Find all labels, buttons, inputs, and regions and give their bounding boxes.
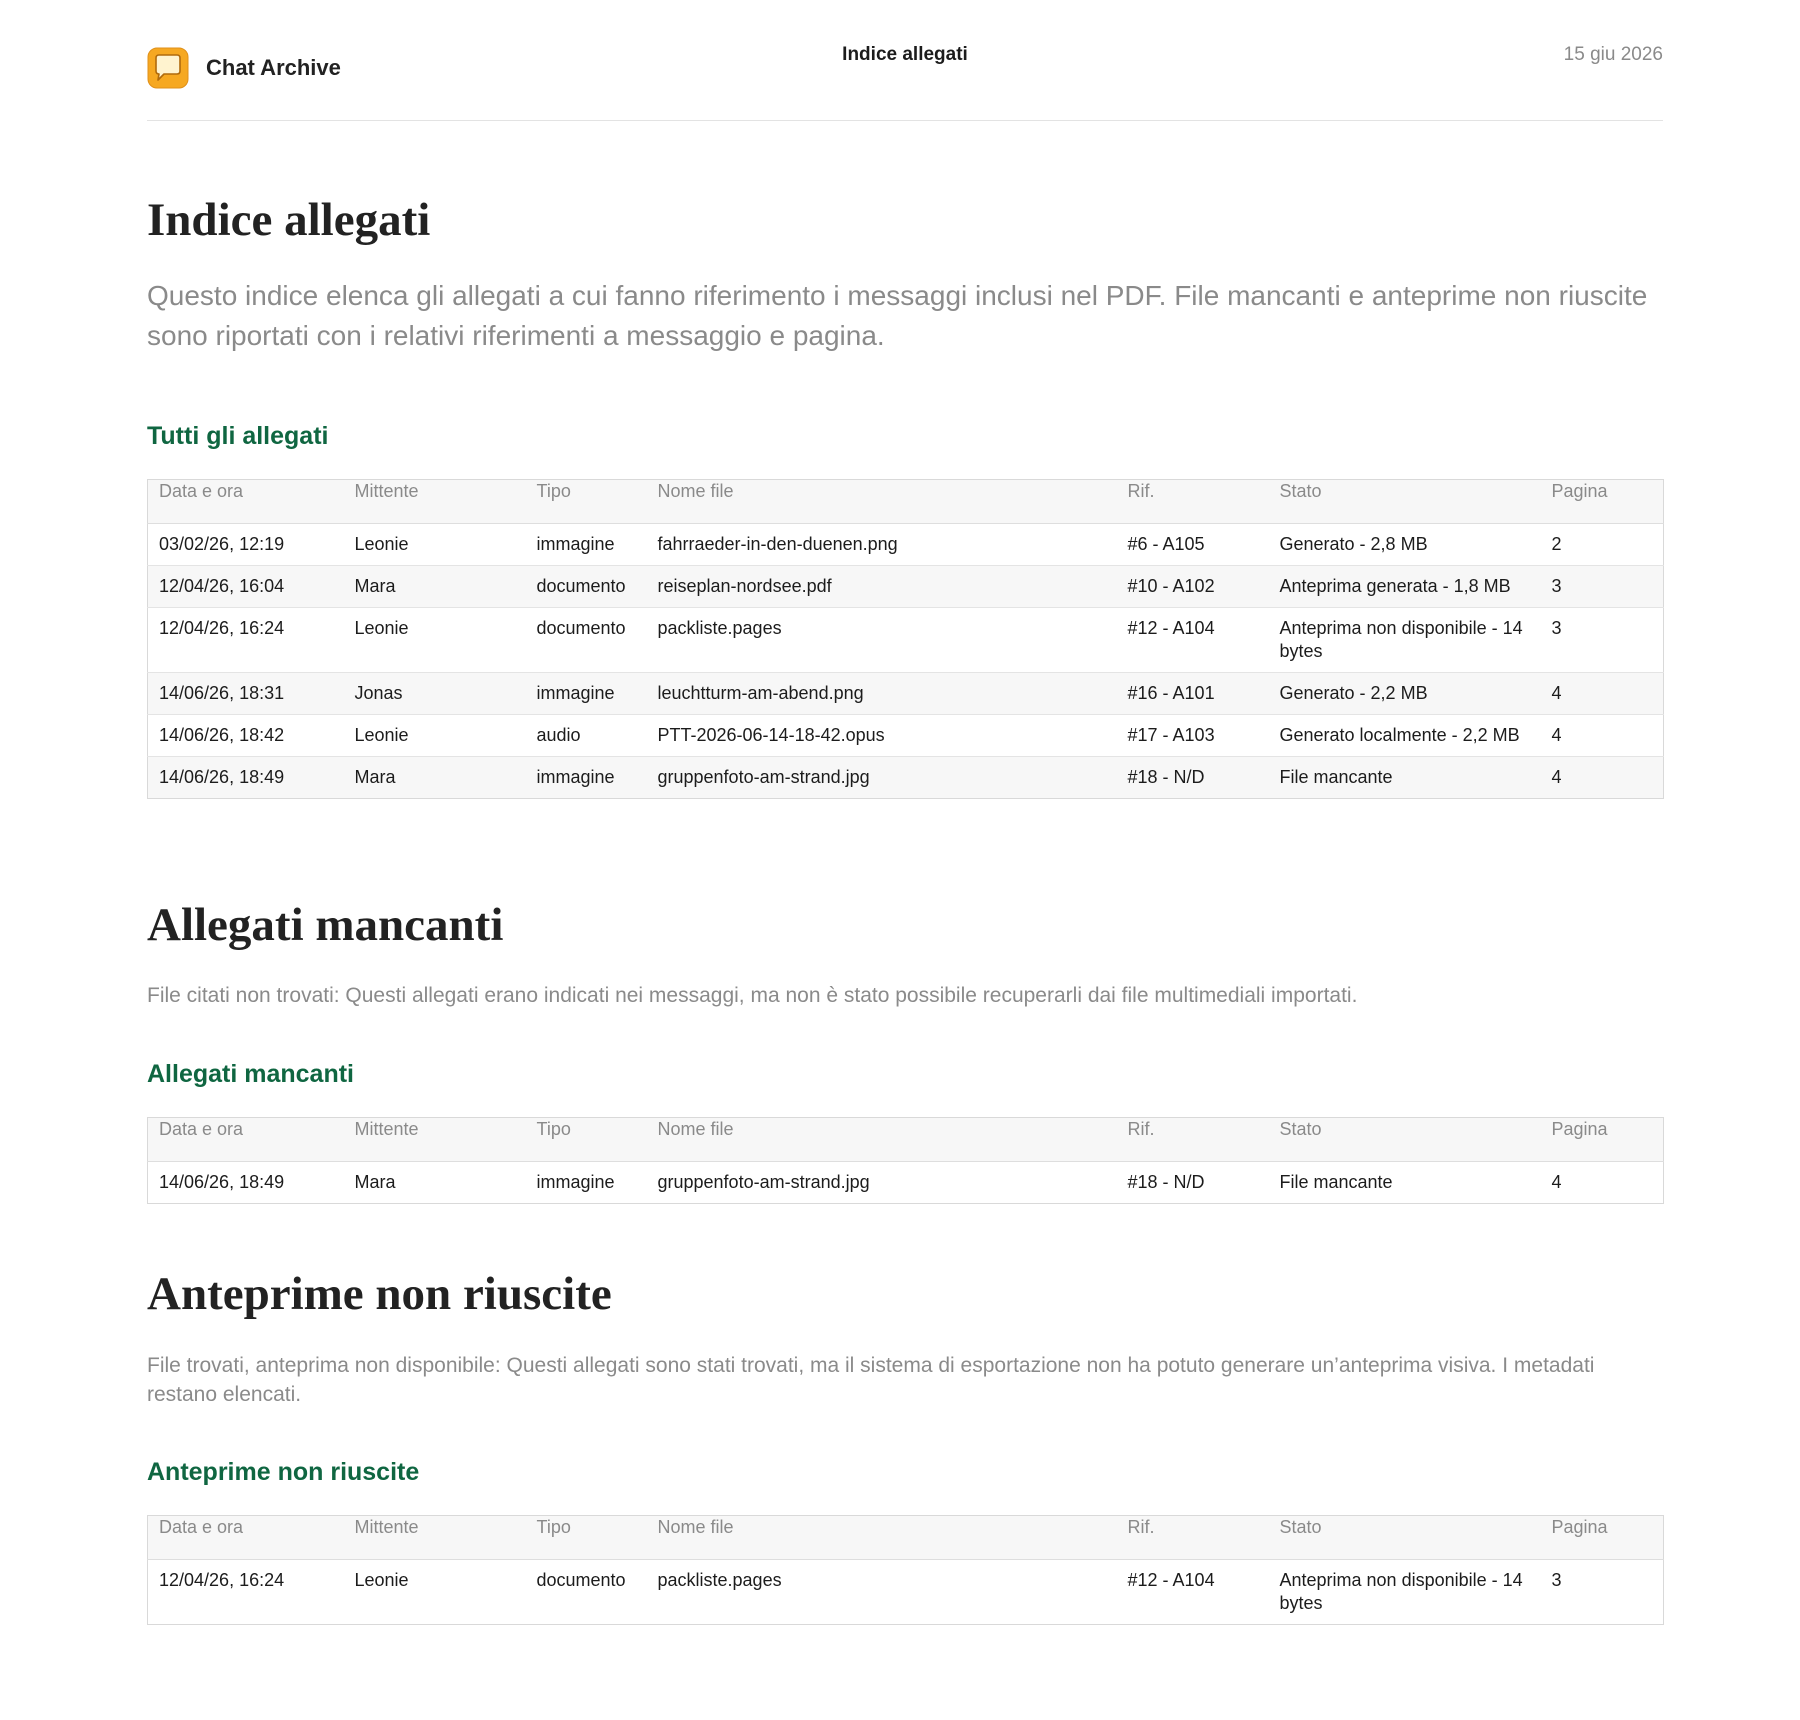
cell-status: Generato - 2,2 MB xyxy=(1269,673,1541,715)
cell-sender: Leonie xyxy=(354,534,409,554)
table-row xyxy=(148,608,1664,673)
cell-reference: #10 - A102 xyxy=(1117,566,1269,608)
table-row xyxy=(148,1560,1664,1625)
column-header-label: Data e ora xyxy=(159,1517,244,1537)
cell-file-name: gruppenfoto-am-strand.jpg xyxy=(647,757,1117,799)
attachments-table-failed xyxy=(147,1515,1664,1625)
column-header-label: Rif. xyxy=(1127,481,1155,501)
cell-file-name: packliste.pages xyxy=(647,608,1117,673)
table-row xyxy=(148,1162,1664,1204)
cell-file-name: leuchtturm-am-abend.png xyxy=(647,673,1117,715)
attachments-table-all xyxy=(147,479,1664,799)
cell-page: 4 xyxy=(1541,715,1664,757)
column-header-label: Nome file xyxy=(657,1119,734,1139)
cell-sender: Leonie xyxy=(344,608,526,673)
column-header-status xyxy=(1269,480,1541,524)
column-header-type xyxy=(526,1516,647,1560)
column-header-label: Nome file xyxy=(657,1517,734,1537)
column-header-label: Tipo xyxy=(536,1517,571,1537)
section-subtitle-all: Tutti gli allegati xyxy=(147,422,329,450)
column-header-label: Tipo xyxy=(536,1119,571,1139)
column-header-date-time xyxy=(148,1118,344,1162)
column-header-label: Stato xyxy=(1279,1119,1322,1139)
table-row xyxy=(148,757,1664,799)
section-subtitle-failed: Anteprime non riuscite xyxy=(147,1458,420,1486)
section-text-failed: File trovati, anteprima non disponibile: Questi allegati sono stati trovati, ma il sistema di esportazione non ha potuto generare un’anteprima visiva. I metadati restano elencati. xyxy=(147,1354,1595,1406)
attachments-table-missing xyxy=(147,1117,1664,1204)
cell-reference: #17 - A103 xyxy=(1117,715,1269,757)
table-row xyxy=(148,715,1664,757)
column-header-sender xyxy=(344,480,526,524)
cell-type: audio xyxy=(526,715,647,757)
cell-status: Generato localmente - 2,2 MB xyxy=(1269,715,1541,757)
cell-reference: #18 - N/D xyxy=(1117,757,1269,799)
column-header-label: Mittente xyxy=(354,1119,419,1139)
app-name: Chat Archive xyxy=(206,55,341,80)
header-date: 15 giu 2026 xyxy=(1563,44,1663,65)
cell-date-time: 14/06/26, 18:49 xyxy=(159,1172,285,1192)
cell-reference: #6 - A105 xyxy=(1127,534,1205,554)
table-header-row xyxy=(148,480,1664,524)
column-header-status xyxy=(1269,1516,1541,1560)
column-header-reference xyxy=(1117,1516,1269,1560)
column-header-label: Nome file xyxy=(657,481,734,501)
section-title-failed: Anteprime non riuscite xyxy=(147,1268,612,1320)
column-header-label: Stato xyxy=(1279,1517,1322,1537)
cell-file-name: packliste.pages xyxy=(657,1570,782,1590)
cell-type: documento xyxy=(536,1570,626,1590)
cell-file-name: reiseplan-nordsee.pdf xyxy=(647,566,1117,608)
column-header-file-name xyxy=(647,1516,1117,1560)
cell-file-name: fahrraeder-in-den-duenen.png xyxy=(657,534,898,554)
column-header-file-name xyxy=(647,1118,1117,1162)
cell-sender: Jonas xyxy=(344,673,526,715)
cell-type: immagine xyxy=(526,757,647,799)
column-header-label: Pagina xyxy=(1551,1119,1608,1139)
cell-type: immagine xyxy=(536,1172,615,1192)
column-header-page xyxy=(1541,480,1664,524)
cell-status: Anteprima generata - 1,8 MB xyxy=(1269,566,1541,608)
column-header-file-name xyxy=(647,480,1117,524)
cell-type: immagine xyxy=(536,534,615,554)
column-header-label: Pagina xyxy=(1551,481,1608,501)
cell-type: documento xyxy=(526,566,647,608)
table-row xyxy=(148,566,1664,608)
column-header-page xyxy=(1541,1516,1664,1560)
cell-date-time: 14/06/26, 18:42 xyxy=(148,715,344,757)
column-header-date-time xyxy=(148,480,344,524)
table-header-row xyxy=(148,1118,1664,1162)
column-header-label: Pagina xyxy=(1551,1517,1608,1537)
cell-date-time: 03/02/26, 12:19 xyxy=(159,534,285,554)
column-header-reference xyxy=(1117,480,1269,524)
table-header-row xyxy=(148,1516,1664,1560)
table-row xyxy=(148,673,1664,715)
cell-page: 3 xyxy=(1541,566,1664,608)
column-header-label: Stato xyxy=(1279,481,1322,501)
intro-text: Questo indice elenca gli allegati a cui fanno riferimento i messaggi inclusi nel PDF. File mancanti e anteprime non riuscite sono riportati con i relativi riferimenti a messaggio e pagina. xyxy=(147,280,1648,351)
column-header-reference xyxy=(1117,1118,1269,1162)
page-header xyxy=(147,44,1663,121)
section-subtitle-missing: Allegati mancanti xyxy=(147,1060,354,1088)
cell-sender: Leonie xyxy=(354,1570,409,1590)
cell-reference: #16 - A101 xyxy=(1117,673,1269,715)
table-row xyxy=(148,524,1664,566)
cell-date-time: 12/04/26, 16:04 xyxy=(148,566,344,608)
cell-sender: Mara xyxy=(354,1172,396,1192)
column-header-label: Data e ora xyxy=(159,481,244,501)
section-title-missing: Allegati mancanti xyxy=(147,899,504,951)
column-header-page xyxy=(1541,1118,1664,1162)
header-title: Indice allegati xyxy=(842,44,968,65)
cell-status: File mancante xyxy=(1279,1172,1393,1192)
column-header-label: Mittente xyxy=(354,481,419,501)
cell-status: Anteprima non disponibile - 14 bytes xyxy=(1269,608,1541,673)
cell-date-time: 12/04/26, 16:24 xyxy=(159,1570,285,1590)
column-header-sender xyxy=(344,1516,526,1560)
cell-page: 4 xyxy=(1551,1172,1562,1192)
cell-file-name: gruppenfoto-am-strand.jpg xyxy=(657,1172,870,1192)
cell-page: 3 xyxy=(1551,1570,1562,1590)
cell-status: File mancante xyxy=(1269,757,1541,799)
cell-type: documento xyxy=(526,608,647,673)
column-header-label: Data e ora xyxy=(159,1119,244,1139)
cell-date-time: 14/06/26, 18:31 xyxy=(148,673,344,715)
column-header-label: Rif. xyxy=(1127,1517,1155,1537)
page-title: Indice allegati xyxy=(147,194,431,246)
column-header-type xyxy=(526,480,647,524)
cell-page: 3 xyxy=(1541,608,1664,673)
column-header-label: Tipo xyxy=(536,481,571,501)
column-header-label: Rif. xyxy=(1127,1119,1155,1139)
column-header-type xyxy=(526,1118,647,1162)
column-header-label: Mittente xyxy=(354,1517,419,1537)
column-header-sender xyxy=(344,1118,526,1162)
cell-page: 4 xyxy=(1541,673,1664,715)
cell-reference: #12 - A104 xyxy=(1117,608,1269,673)
cell-sender: Leonie xyxy=(344,715,526,757)
cell-status: Generato - 2,8 MB xyxy=(1279,534,1428,554)
section-text-missing: File citati non trovati: Questi allegati erano indicati nei messaggi, ma non è stato possibile recuperarli dai file multimediali importati. xyxy=(147,984,1358,1007)
column-header-status xyxy=(1269,1118,1541,1162)
cell-date-time: 14/06/26, 18:49 xyxy=(148,757,344,799)
cell-sender: Mara xyxy=(344,757,526,799)
cell-type: immagine xyxy=(526,673,647,715)
column-header-date-time xyxy=(148,1516,344,1560)
cell-date-time: 12/04/26, 16:24 xyxy=(148,608,344,673)
cell-reference: #18 - N/D xyxy=(1127,1172,1205,1192)
cell-reference: #12 - A104 xyxy=(1127,1570,1215,1590)
cell-page: 4 xyxy=(1541,757,1664,799)
cell-page: 2 xyxy=(1551,534,1562,554)
cell-status: Anteprima non disponibile - 14 bytes xyxy=(1279,1570,1523,1613)
cell-file-name: PTT-2026-06-14-18-42.opus xyxy=(647,715,1117,757)
cell-sender: Mara xyxy=(344,566,526,608)
